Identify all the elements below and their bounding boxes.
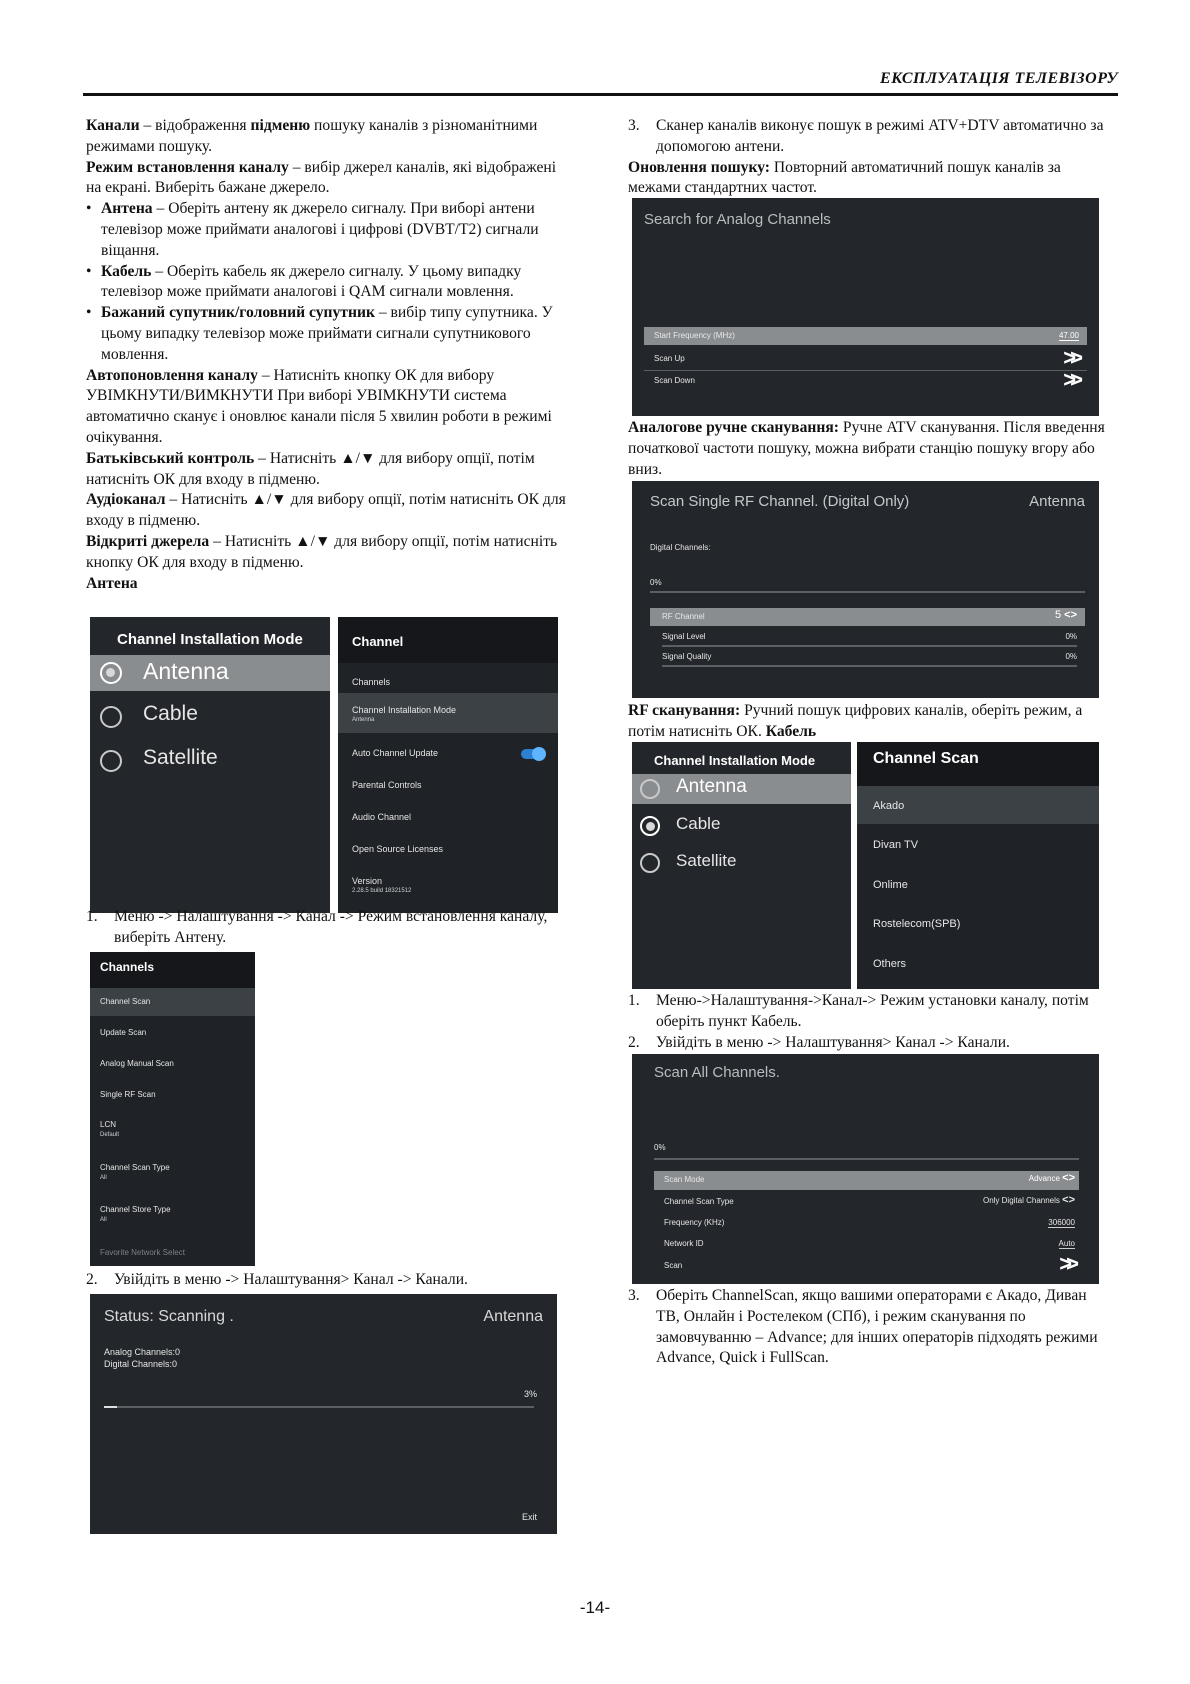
mode-screen-1 <box>90 617 330 913</box>
radio-antenna-icon[interactable] <box>100 662 122 684</box>
menu-item-installation-mode[interactable]: Channel Installation Mode <box>352 705 457 715</box>
step-text: Сканер каналів виконує пошук в режимі ATV+DTV автоматично за допомогою антени. <box>656 117 1104 155</box>
paragraph-channels <box>86 116 566 158</box>
option-satellite[interactable]: Satellite <box>143 746 218 769</box>
screen-title: Scan All Channels. <box>654 1064 780 1081</box>
menu-item-parental[interactable]: Parental Controls <box>352 780 422 790</box>
option-satellite[interactable]: Satellite <box>676 851 737 870</box>
menu-item-licenses[interactable]: Open Source Licenses <box>352 844 444 854</box>
signal-level-label: Signal Level <box>662 632 706 641</box>
operator-rostelecom[interactable]: Rostelecom(SPB) <box>873 918 961 930</box>
signal-level-value: 0% <box>1065 632 1077 641</box>
menu-item-store-type[interactable]: Channel Store Type <box>100 1205 171 1214</box>
step-text: Оберіть ChannelScan, якщо вашими операторами є Акадо, Диван ТВ, Онлайн і Ростелеком (СПб), і режим сканування по замовчуванню – Advance; для інших операторів підходять режими Advance, Quick і FullScan. <box>656 1287 1098 1367</box>
arrows-icon[interactable]: <> <box>1062 1194 1075 1206</box>
menu-item-update-scan[interactable]: Update Scan <box>100 1028 147 1037</box>
frequency-label[interactable]: Frequency (KHz) <box>664 1218 725 1227</box>
term: RF сканування: <box>628 702 741 719</box>
text: – Оберіть антену як джерело сигналу. При виборі антени телевізор може приймати аналогові і цифрові (DVBT/T2) сигнали віщання. <box>101 200 539 259</box>
step-text: Меню->Налаштування->Канал-> Режим установки каналу, потім оберіть пункт Кабель. <box>656 992 1089 1030</box>
channels-menu-screen <box>90 952 255 1266</box>
term: Батьківський контроль <box>86 449 255 467</box>
rf-scan-screen <box>632 481 1099 698</box>
running-header: ЕКСПЛУАТАЦІЯ ТЕЛЕВІЗОРУ <box>880 70 1118 87</box>
menu-item-favorite-network[interactable]: Favorite Network Select <box>100 1248 185 1257</box>
screen-title: Search for Analog Channels <box>644 211 831 228</box>
menu-item-channel-scan[interactable]: Channel Scan <box>100 997 151 1006</box>
scan-type-text: Only Digital Channels <box>982 1196 1060 1205</box>
operator-onlime[interactable]: Onlime <box>873 879 908 891</box>
digital-channels-label: Digital Channels: <box>650 543 711 552</box>
step-number: 1. <box>628 992 640 1009</box>
left-step-2 <box>86 1270 566 1291</box>
step-text: Меню -> Налаштування -> Канал -> Режим встановлення каналу, виберіть Антену. <box>114 908 548 946</box>
option-cable[interactable]: Cable <box>676 814 721 833</box>
rf-channel-label[interactable]: RF Channel <box>662 612 705 621</box>
right-cable-steps <box>628 991 1110 1053</box>
scan-percent: 0% <box>654 1143 666 1152</box>
text: Повторний автоматичний пошук каналів за межами стандартних частот. <box>628 158 1061 197</box>
arrows-icon[interactable]: <> <box>1062 1172 1075 1184</box>
step-number: 2. <box>86 1271 98 1288</box>
text: – Натисніть ▲/▼ для вибору опції, потім натисніть ОК для входу в підменю. <box>86 491 566 530</box>
mode-screen-2 <box>632 742 851 989</box>
operator-others[interactable]: Others <box>873 958 907 970</box>
scan-all-screen <box>632 1054 1099 1284</box>
scan-label[interactable]: Scan <box>664 1261 683 1270</box>
scanning-screen <box>90 1294 557 1534</box>
scan-mode-value[interactable] <box>1029 1172 1075 1184</box>
screen-title: Channel Installation Mode <box>117 631 303 648</box>
scan-down-chevron-icon[interactable]: >> <box>1063 367 1077 392</box>
paragraph-update-scan <box>628 158 1110 200</box>
cable-step-1 <box>628 991 1110 1033</box>
scan-source: Antenna <box>483 1308 543 1325</box>
step-number: 3. <box>628 117 640 134</box>
text: – вибір джерел каналів, які відображені на екрані. Виберіть бажане джерело. <box>86 158 557 197</box>
progress-track <box>650 591 1085 593</box>
option-antenna[interactable]: Antenna <box>676 776 747 797</box>
menu-item-version[interactable]: Version <box>352 876 383 886</box>
term: Відкриті джерела <box>86 532 210 550</box>
right-cable-step-3 <box>628 1286 1110 1369</box>
term: Оновлення пошуку: <box>628 158 771 176</box>
step-number: 3. <box>628 1287 640 1304</box>
network-id-label[interactable]: Network ID <box>664 1239 704 1248</box>
scan-type-label[interactable]: Channel Scan Type <box>664 1197 734 1206</box>
step-text: Увійдіть в меню -> Налаштування> Канал -> Канали. <box>656 1033 1010 1051</box>
term: Кабель <box>765 722 817 740</box>
paragraph-open-source <box>86 532 566 574</box>
scan-up-chevron-icon[interactable]: >> <box>1063 345 1077 370</box>
arrows-icon[interactable]: <> <box>1064 609 1077 621</box>
level-bar <box>662 645 1077 647</box>
screen-source: Antenna <box>1029 493 1085 510</box>
radio-cable-icon[interactable] <box>640 816 660 836</box>
digital-count: Digital Channels:0 <box>104 1359 178 1369</box>
paragraph-rf-scan <box>628 701 1110 743</box>
bullet-cable <box>86 262 566 304</box>
text: пошуку каналів з різноманітними режимами пошуку. <box>86 117 538 155</box>
cable-step-2 <box>628 1033 1110 1054</box>
radio-antenna-icon[interactable] <box>640 779 660 799</box>
rf-percent: 0% <box>650 578 662 587</box>
menu-item-single-rf[interactable]: Single RF Scan <box>100 1090 156 1099</box>
screen-title: Scan Single RF Channel. (Digital Only) <box>650 493 910 510</box>
analog-search-screen <box>632 198 1099 416</box>
text: – Натисніть ▲/▼ для вибору опції, потім натисніть кнопку ОК для входу в підменю. <box>86 532 558 571</box>
text: – вибір типу супутника. У цьому випадку телевізор може приймати сигнали супутникового мовлення. <box>101 304 553 363</box>
term: підменю <box>250 117 311 134</box>
scan-chevron-icon[interactable]: >> <box>1059 1251 1073 1276</box>
menu-item-channels[interactable]: Channels <box>352 677 391 687</box>
scan-mode-text: Advance <box>1028 1174 1060 1183</box>
menu-item-lcn[interactable]: LCN <box>100 1120 117 1129</box>
exit-button[interactable]: Exit <box>521 1512 537 1522</box>
bullet-satellite <box>86 303 566 365</box>
term: Аудіоканал <box>86 491 166 509</box>
store-type-value: All <box>100 1217 107 1223</box>
term: Аналогове ручне сканування: <box>628 419 839 436</box>
option-antenna[interactable]: Antenna <box>143 658 229 684</box>
right-step-3 <box>628 116 1110 199</box>
paragraph-parental <box>86 449 566 491</box>
frequency-value[interactable]: 306000 <box>1048 1218 1075 1227</box>
text: – Натисніть кнопку ОК для вибору УВІМКНУТИ/ВИМКНУТИ При виборі УВІМКНУТИ система автоматично сканує і оновлює канали після 5 хвилин роботи в режимі очікування. <box>86 366 552 446</box>
term: Антена <box>101 200 153 218</box>
text: Ручне ATV сканування. Після введення початкової частоти пошуку, можна вибрати станцію пошуку вгору або вниз. <box>628 419 1105 478</box>
menu-title: Channel <box>352 634 404 649</box>
menu-item-auto-update[interactable]: Auto Channel Update <box>352 748 439 758</box>
page-number: -14- <box>579 1598 611 1617</box>
scan-type-value[interactable] <box>983 1194 1075 1206</box>
network-id-value[interactable]: Auto <box>1058 1239 1075 1248</box>
term: Автопоновлення каналу <box>86 366 258 384</box>
progress-fill <box>104 1406 117 1408</box>
signal-quality-label: Signal Quality <box>662 652 712 661</box>
text: – Оберіть кабель як джерело сигналу. У цьому випадку телевізор може приймати аналогові і QAM сигнали мовлення. <box>101 262 522 301</box>
scan-mode-label[interactable]: Scan Mode <box>664 1175 705 1184</box>
screen-title: Channel Installation Mode <box>654 753 816 768</box>
signal-quality-value: 0% <box>1065 652 1077 661</box>
scan-type-value: All <box>100 1175 107 1181</box>
term: Режим встановлення каналу <box>86 158 289 176</box>
rf-channel-value[interactable] <box>1055 609 1077 621</box>
rf-value: 5 <box>1054 609 1062 621</box>
paragraph-antenna-heading <box>86 574 566 595</box>
paragraph-install-mode <box>86 158 566 200</box>
channel-menu-screen <box>338 617 558 913</box>
step-number: 2. <box>628 1033 640 1051</box>
menu-item-audio[interactable]: Audio Channel <box>352 812 412 822</box>
version-value: 2.28.5 build 18321512 <box>352 888 412 894</box>
operator-divan-tv[interactable]: Divan TV <box>873 839 919 851</box>
menu-title: Channels <box>100 960 155 974</box>
divider <box>644 370 1087 371</box>
option-cable[interactable]: Cable <box>143 702 198 725</box>
analog-count: Analog Channels:0 <box>104 1347 181 1357</box>
screen-title: Channel Scan <box>873 750 979 767</box>
left-step-1 <box>86 907 566 949</box>
row-highlight <box>650 608 1085 626</box>
term: Антена <box>86 574 138 592</box>
start-frequency-label[interactable]: Start Frequency (MHz) <box>654 331 735 340</box>
toggle-icon[interactable] <box>521 749 545 759</box>
menu-item-mode-value: Antenna <box>352 717 375 723</box>
menu-item-analog-manual[interactable]: Analog Manual Scan <box>100 1059 174 1068</box>
text: – відображення <box>139 117 251 134</box>
left-column <box>86 116 566 594</box>
paragraph-analog-manual <box>628 418 1110 480</box>
paragraph-audio <box>86 490 566 532</box>
progress-track <box>654 1158 1079 1160</box>
term: Кабель <box>101 262 152 280</box>
progress-track <box>104 1406 534 1408</box>
header-rule <box>83 93 1118 96</box>
lcn-value: Default <box>100 1132 120 1138</box>
step-number: 1. <box>86 908 98 925</box>
start-frequency-value[interactable]: 47.00 <box>1058 331 1079 340</box>
radio-satellite-icon[interactable] <box>100 750 122 772</box>
channel-scan-screen <box>857 742 1099 989</box>
operator-akado[interactable]: Akado <box>873 800 905 812</box>
paragraph-auto-update <box>86 366 566 449</box>
scan-down-label[interactable]: Scan Down <box>654 376 695 385</box>
term: Канали <box>86 117 140 134</box>
bullet-antenna <box>86 199 566 261</box>
text: Ручний пошук цифрових каналів, оберіть режим, а потім натисніть ОК. <box>628 702 1083 740</box>
scan-status: Status: Scanning . <box>104 1308 234 1325</box>
quality-bar <box>662 665 1077 667</box>
radio-satellite-icon[interactable] <box>640 853 660 873</box>
radio-cable-icon[interactable] <box>100 706 122 728</box>
row-highlight <box>654 1171 1079 1190</box>
step-text: Увійдіть в меню -> Налаштування> Канал -> Канали. <box>114 1271 468 1288</box>
scan-up-label[interactable]: Scan Up <box>654 354 685 363</box>
text: – Натисніть ▲/▼ для вибору опції, потім натисніть ОК для входу в підменю. <box>86 449 535 488</box>
menu-item-scan-type[interactable]: Channel Scan Type <box>100 1163 170 1172</box>
scan-percent: 3% <box>523 1389 537 1399</box>
term: Бажаний супутник/головний супутник <box>101 304 375 322</box>
